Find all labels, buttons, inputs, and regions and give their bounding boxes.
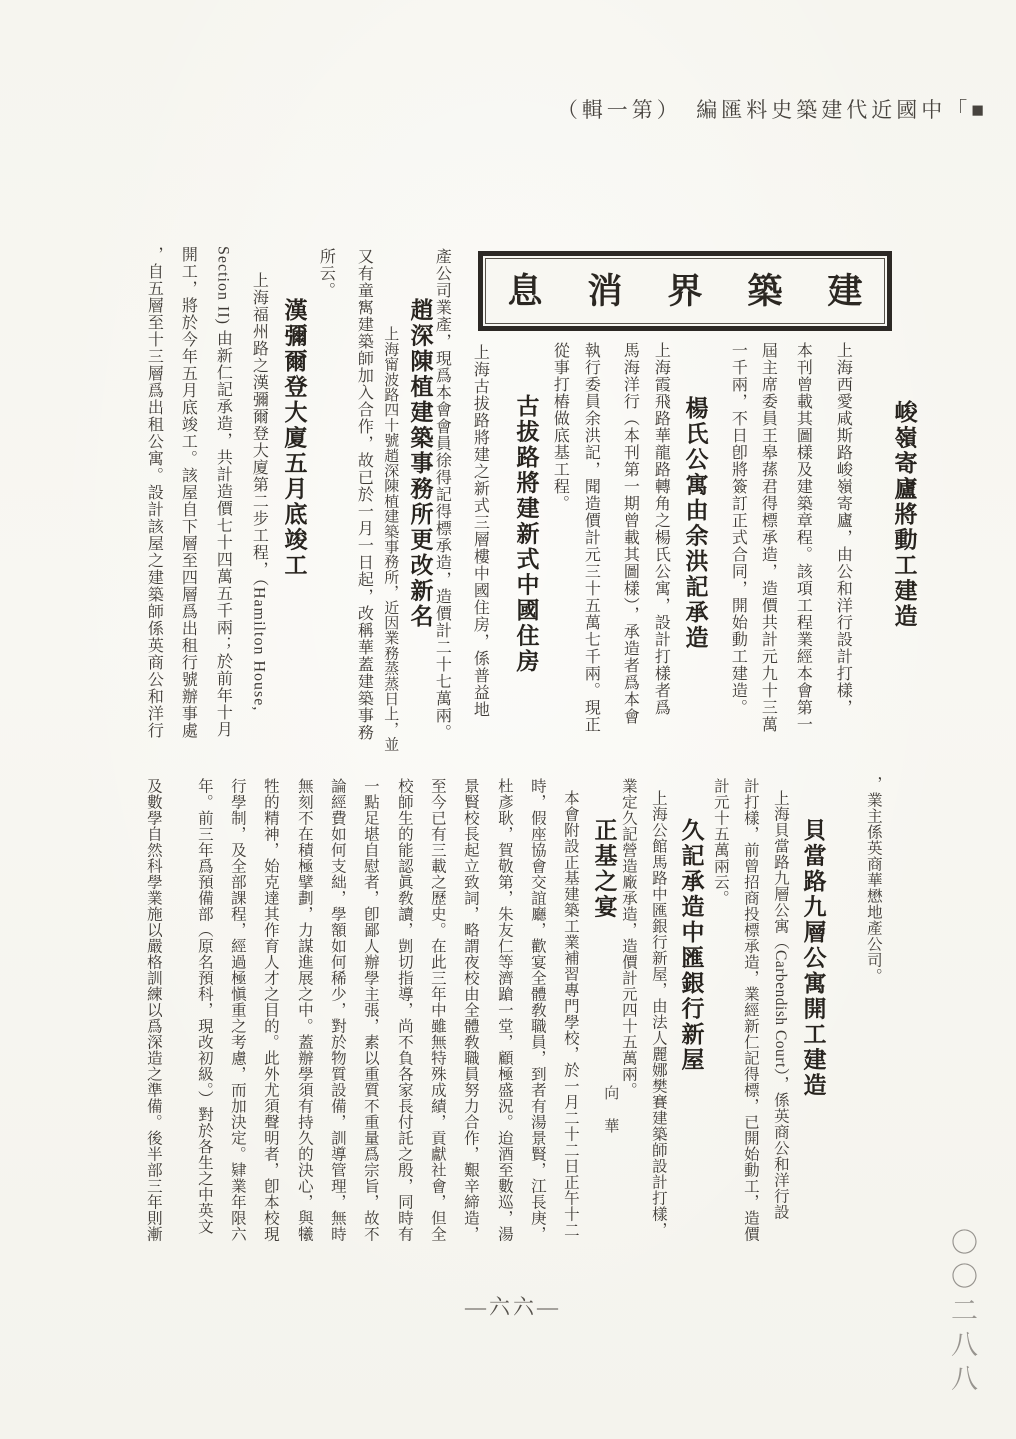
- text-column: 所云。: [317, 248, 335, 299]
- article-title: 貝當路九層公寓開工建造: [800, 818, 826, 1099]
- text-column: 杜彥耿，賀敬第，朱友仁等濟蹌一堂，顧極盛況。迨酒至數巡，湯: [495, 778, 513, 1242]
- text-column: 上海西愛咸斯路峻嶺寄廬，由公和洋行設計打樣，: [834, 342, 852, 716]
- text-column: 上海公館馬路中匯銀行新屋，由法人麗娜樊賽建築師設計打樣，: [649, 790, 667, 1238]
- text-column: 一千兩，不日卽將簽訂正式合同，開始動工建造。: [729, 342, 747, 716]
- text-column: 計打樣，前曾招商投標承造，業經新仁記得標，已開始動工，造價: [741, 778, 759, 1242]
- side-page-code: 〇〇二八八: [947, 1228, 977, 1398]
- text-column: 論經費如何支絀，學額如何稀少，對於物質設備，訓導管理，無時: [328, 778, 346, 1242]
- text-column: 至今已有三載之歷史。在此三年中雖無特殊成績，貢獻社會，但全: [428, 778, 446, 1242]
- text-column: 從事打樁做底基工程。: [551, 342, 569, 512]
- article-title: 峻嶺寄廬將動工建造: [891, 400, 917, 630]
- text-column: 上海甯波路四十號趙深陳植建築事務所，近因業務蒸蒸日上，並: [382, 326, 399, 752]
- section-title: 息消界築建: [507, 271, 908, 311]
- text-column: 時，假座協會交誼廳，歡宴全體敎職員，到者有湯景賢，江長庚，: [528, 778, 546, 1242]
- text-column: 本會附設正基建築工業補習專門學校，於一月二十二日正午十二: [561, 790, 579, 1238]
- page-number: —六六—: [465, 1295, 561, 1319]
- text-column: 本刊曾載其圖樣及建築章程。該項工程業經本會第一: [794, 342, 812, 733]
- text-column: ，業主係英商華懋地產公司。: [864, 776, 882, 984]
- text-column: 牲的精神，始克達其作育人才之目的。此外尤須聲明者，卽本校現: [261, 778, 279, 1242]
- section-title-box-inner-border: [485, 258, 908, 324]
- article-byline: 向華: [602, 1085, 619, 1151]
- text-column: 一點足堪自慰者，卽鄙人辦學主張，素以重質不重量爲宗旨，故不: [361, 778, 379, 1242]
- journal-running-header: （輯一第） 編匯料史築建代近國中「■: [556, 98, 988, 122]
- text-column: 業定久記營造廠承造，造價計元四十五萬兩。: [619, 778, 637, 1098]
- text-column: 上海福州路之漢彌爾登大廈第二步工程，（Hamilton House,: [250, 272, 268, 712]
- text-column: 行學制，及全部課程，經過極愼重之考慮，而加決定。肄業年限六: [228, 778, 246, 1242]
- section-title-box: [478, 251, 908, 331]
- text-column: 開工，將於今年五月底竣工。該屋自下層至四層爲出租行號辦事處: [179, 246, 197, 739]
- text-column: 無刻不在積極擘劃，力謀進展之中。蓋辦學須有持久的決心，與犧: [295, 778, 313, 1242]
- text-column: 又有童寯建築師加入合作，故已於一月一日起，改稱華蓋建築事務: [355, 248, 373, 741]
- article-title: 久記承造中匯銀行新屋: [678, 818, 704, 1073]
- text-column: 上海古拔路將建之新式三層樓中國住房，係普益地: [471, 344, 489, 718]
- text-column: Section II) 由新仁記承造，共計造價七十四萬五千兩；於前年十月: [214, 246, 232, 738]
- text-column: 景賢校長起立致詞，略謂夜校由全體敎職員努力合作，艱辛締造，: [461, 778, 479, 1242]
- text-column: 屆主席委員王皋蓀君得標承造，造價共計元九十三萬: [759, 342, 777, 733]
- text-column: 校師生的能認眞敎讀，剴切指導，尚不負各家長付託之殷，同時有: [395, 778, 413, 1242]
- article-title: 正基之宴: [591, 818, 617, 920]
- text-column: 及數學自然科學業施以嚴格訓練以爲深造之準備。後半部三年則漸: [144, 778, 162, 1242]
- text-column: ，自五層至十三層爲出租公寓。設計該屋之建築師係英商公和洋行: [145, 246, 163, 739]
- text-column: 計元十五萬兩云。: [711, 778, 729, 906]
- text-column: 產公司業產，現爲本會會員徐得記得標承造，造價計二十七萬兩。: [433, 248, 451, 741]
- article-title: 趙深陳植建築事務所更改新名: [407, 298, 433, 630]
- text-column: 馬海洋行（本刊第一期曾載其圖樣），承造者爲本會: [621, 342, 639, 725]
- article-title: 漢彌爾登大廈五月底竣工: [281, 298, 307, 579]
- text-column: 年。前三年爲預備部（原名預科，現改初級。）對於各生之中英文: [195, 778, 213, 1235]
- text-column: 上海霞飛路華龍路轉角之楊氏公寓，設計打樣者爲: [652, 342, 670, 716]
- article-title: 楊氏公寓由余洪記承造: [682, 396, 708, 651]
- article-title: 古拔路將建新式中國住房: [513, 394, 539, 675]
- text-column: 上海貝當路九層公寓（Carbendish Court），係英商公和洋行設: [771, 790, 789, 1221]
- text-column: 執行委員余洪記，聞造價計元三十五萬七千兩。現正: [582, 342, 600, 733]
